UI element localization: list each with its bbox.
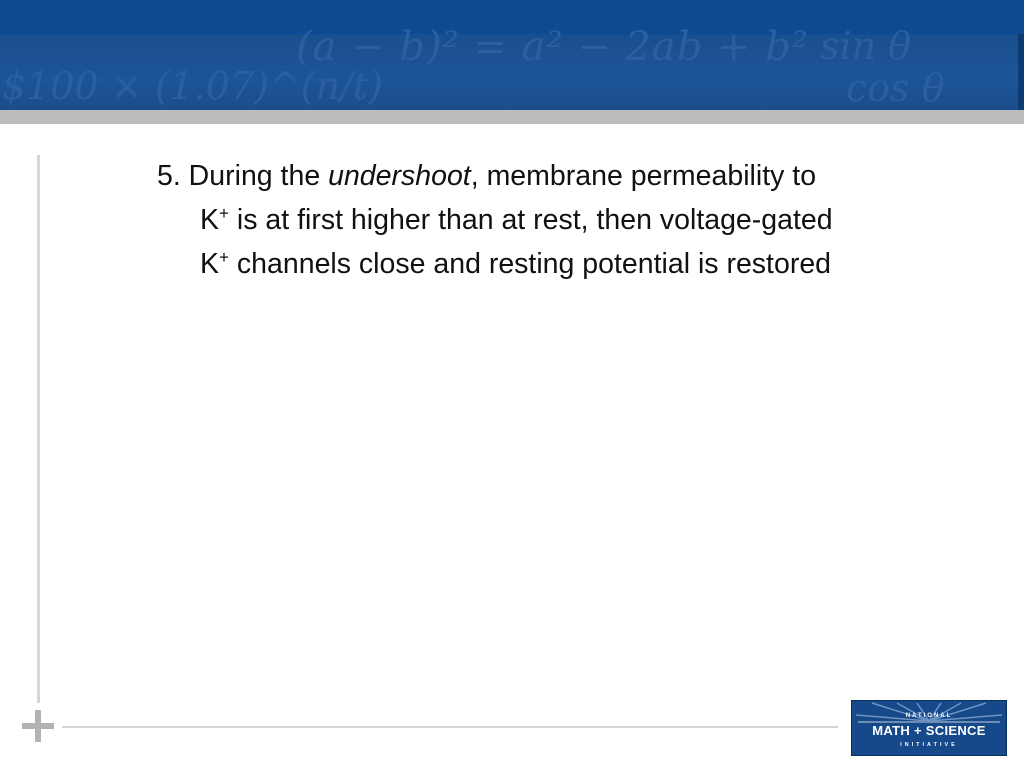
ion-charge: + (219, 203, 229, 223)
header-divider (0, 110, 1024, 124)
text-line-3 (157, 242, 967, 286)
logo-initiative-text: INITIATIVE (900, 742, 958, 748)
logo-national-text: NATIONAL (905, 713, 953, 719)
frame-vertical-line (37, 155, 40, 703)
line3-text: channels close and resting potential is restored (229, 248, 832, 280)
banner-formula-sin: sin θ (820, 24, 912, 68)
plus-icon (22, 710, 54, 742)
banner-formula-cos: cos θ (846, 66, 945, 110)
potassium-symbol: K (200, 204, 220, 236)
text-line-2 (157, 198, 967, 242)
banner-formula-compound: $100 × (1.07)^(n/t) (2, 64, 384, 108)
term-undershoot: undershoot (328, 160, 471, 192)
potassium-symbol: K (200, 248, 220, 280)
banner-edge (1018, 34, 1024, 110)
banner-formula-binomial: (a − b)² = a² − 2ab + b² (296, 24, 809, 70)
line2-text: is at first higher than at rest, then voltage-gated (229, 204, 833, 236)
line1-suffix: , membrane permeability to (470, 160, 817, 192)
header-banner (0, 0, 1024, 110)
frame-horizontal-line (62, 726, 838, 728)
line1-prefix: 5. During the (157, 160, 329, 192)
nms-logo (851, 700, 1007, 756)
text-line-1 (157, 154, 967, 198)
slide-body-text (157, 154, 967, 286)
ion-charge: + (219, 247, 229, 267)
logo-main-text: MATH + SCIENCE (872, 723, 986, 738)
